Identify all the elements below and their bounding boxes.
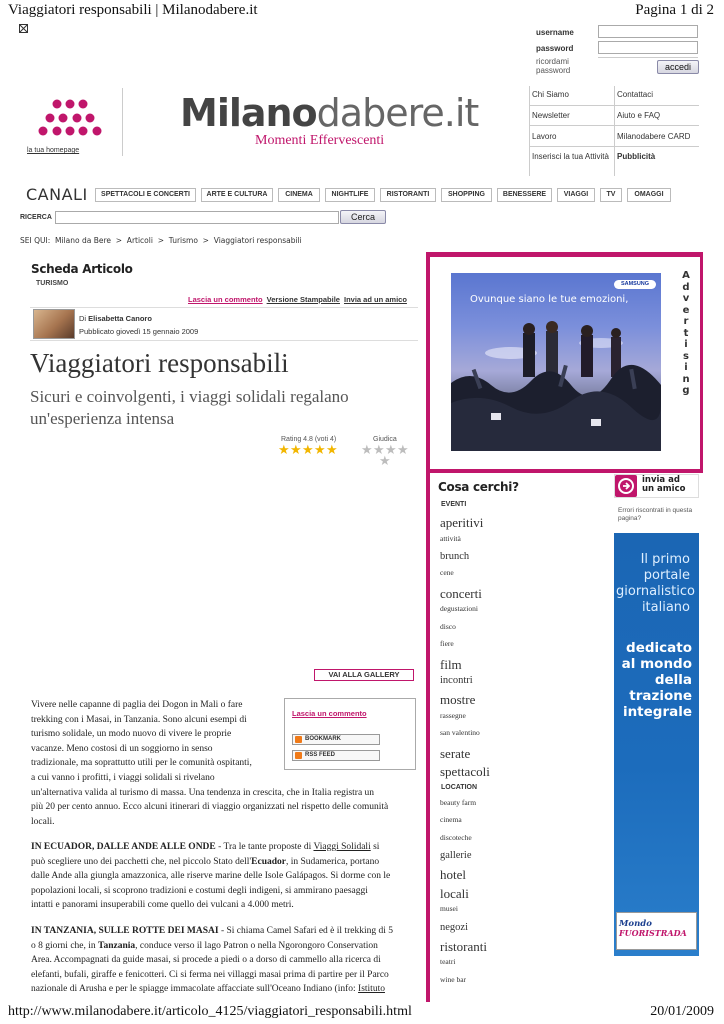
viaggi-solidali-link[interactable]: Viaggi Solidali xyxy=(313,842,371,852)
ad-frame-right xyxy=(700,252,703,472)
ad-side-line1: Il primo portale giornalistico italiano xyxy=(616,552,695,615)
rating-label: Rating 4.8 (voti 4) xyxy=(281,436,337,443)
text-line: dalle Ande alla giungla amazzonica, alle riserve marine delle Isole Galápagos. Si dorme con le xyxy=(31,871,391,882)
rate-star-icon[interactable]: ★ xyxy=(397,442,409,457)
advertising-letter: g xyxy=(682,385,690,396)
send-to-friend-link[interactable]: Invia ad un amico xyxy=(343,295,407,304)
rss-label: RSS FEED xyxy=(305,752,336,758)
canali-omaggi[interactable]: OMAGGI xyxy=(627,188,671,202)
tag-eventi-san-valentino[interactable]: san valentino xyxy=(440,728,480,737)
text-span: si xyxy=(370,842,380,852)
invia-line: un amico xyxy=(642,484,686,494)
text-line: più 20 per cento annuo. Ecco alcuni itinerari di viaggio organizzati nel rispetto delle comunità xyxy=(31,802,389,813)
remember-label: ricordami password xyxy=(536,57,571,75)
author-line xyxy=(79,314,152,323)
top-links-grid xyxy=(529,86,699,176)
canali-cinema[interactable]: CINEMA xyxy=(278,188,320,202)
rating-star-icon: ★ xyxy=(278,442,290,457)
logo-text-bold: Milano xyxy=(180,91,317,135)
site-logo[interactable] xyxy=(180,90,478,136)
tag-eventi-mostre[interactable]: mostre xyxy=(440,692,476,707)
canali-tv[interactable]: TV xyxy=(600,188,622,202)
logo-text-light: dabere.it xyxy=(316,91,479,135)
text-line: intatti e panorami insuperabili come quello dei vulcani a 4.000 metri. xyxy=(31,900,294,911)
ecuador-heading: IN ECUADOR, DALLE ANDE ALLE ONDE xyxy=(31,842,216,852)
text-line: tradizionale, ma soprattutto utili per le comunità ospitanti, xyxy=(31,758,252,769)
text-line: un'alternativa valida al turismo di massa. Una tendenza in crescita, che in Italia registra un xyxy=(31,787,375,798)
text-line: a cui vanno i profitti, i viaggi solidali si rivelano xyxy=(31,772,215,783)
broken-image-icon xyxy=(19,24,28,33)
rate-star-icon[interactable]: ★ xyxy=(361,442,373,457)
send-arrow-icon xyxy=(615,475,637,497)
bookmark-button[interactable] xyxy=(292,734,380,745)
article-subtitle: Sicuri e coinvolgenti, i viaggi solidali regalano un'esperienza intensa xyxy=(30,387,349,428)
leave-comment-link[interactable]: Lascia un commento xyxy=(188,295,263,304)
bookmark-icon xyxy=(295,736,302,743)
tag-eventi-fiere[interactable]: fiere xyxy=(440,639,454,648)
top-link-chi-siamo[interactable]: Chi Siamo xyxy=(529,86,614,106)
advertising-letter: n xyxy=(682,373,690,385)
tag-eventi-spettacoli[interactable]: spettacoli xyxy=(440,764,490,779)
printable-version-link[interactable]: Versione Stampabile xyxy=(266,295,340,304)
tag-location-musei[interactable]: musei xyxy=(440,904,458,913)
search-input[interactable] xyxy=(55,211,339,224)
home-link[interactable]: la tua homepage xyxy=(27,147,80,154)
top-link-aiuto-faq[interactable]: Aiuto e FAQ xyxy=(614,106,699,126)
top-link-newsletter[interactable]: Newsletter xyxy=(529,106,614,126)
ad-tagline: Ovunque siano le tue emozioni, xyxy=(470,294,629,305)
text-span: , conduce verso il lago Patron o nella Ngorongoro Conservation xyxy=(135,940,378,951)
advertising-letter: r xyxy=(683,316,689,327)
top-link-pubblicita[interactable]: Pubblicità xyxy=(614,147,699,176)
canali-ristoranti[interactable]: RISTORANTI xyxy=(380,188,436,202)
bookmark-label: BOOKMARK xyxy=(305,736,341,742)
location-heading: LOCATION xyxy=(441,783,478,791)
tag-eventi-cene[interactable]: cene xyxy=(440,568,454,577)
rss-icon xyxy=(295,752,302,759)
tag-location-cinema[interactable]: cinema xyxy=(440,815,462,824)
author-name[interactable]: Elisabetta Canoro xyxy=(88,314,152,323)
errors-report-link[interactable]: Errori riscontrati in questa pagina? xyxy=(618,507,693,522)
comment-box-link[interactable]: Lascia un commento xyxy=(292,709,367,718)
ecuador-paragraph xyxy=(31,840,390,913)
tag-location-ristoranti[interactable]: ristoranti xyxy=(440,938,487,954)
top-link-inserisci-attivita[interactable]: Inserisci la tua Attività xyxy=(529,147,614,176)
username-label: username xyxy=(536,28,574,37)
canali-nightlife[interactable]: NIGHTLIFE xyxy=(325,188,375,202)
advertising-letter: s xyxy=(683,350,689,362)
text-line: vacanze. Meno costosi di un soggiorno in senso xyxy=(31,743,213,754)
cosa-cerchi-title: Cosa cerchi? xyxy=(438,480,519,494)
rating-star-icon: ★ xyxy=(290,442,302,457)
tag-eventi-attività[interactable]: attività xyxy=(440,533,461,543)
text-span: può scegliere uno dei pacchetti che, nel piccolo Stato dell' xyxy=(31,856,252,867)
tag-location-teatri[interactable]: teatri xyxy=(440,957,456,966)
print-title: Viaggiatori responsabili | Milanodabere.it xyxy=(8,2,258,18)
logo-line: Mondo xyxy=(619,919,652,929)
ad-frame-left xyxy=(426,252,430,1002)
logo-divider xyxy=(122,88,123,156)
text-line: locali. xyxy=(31,816,55,827)
advertising-letter: e xyxy=(682,304,690,316)
text-line: popolazioni locali, si scoprono tradizioni e costumi degli indigeni, si ammirano paesaggi xyxy=(31,885,368,896)
text-line: turismo solidale, un modo nuovo di vivere le proprie xyxy=(31,729,232,740)
canali-benessere[interactable]: BENESSERE xyxy=(497,188,552,202)
rating-star-icon: ★ xyxy=(314,442,326,457)
publish-date: Pubblicato giovedì 15 gennaio 2009 xyxy=(79,327,199,336)
breadcrumb[interactable]: SEI QUI: Milano da Bere > Articoli > Turismo > Viaggiatori responsabili xyxy=(20,236,302,245)
author-avatar xyxy=(33,309,75,339)
tag-location-beauty-farm[interactable]: beauty farm xyxy=(440,797,477,807)
search-button[interactable]: Cerca xyxy=(340,210,386,224)
text-span: - Tra le tante proposte di xyxy=(215,842,314,852)
print-date: 20/01/2009 xyxy=(650,1004,714,1019)
tag-location-hotel[interactable]: hotel xyxy=(440,867,466,882)
article-title: Viaggiatori responsabili xyxy=(30,348,289,378)
top-link-contattaci[interactable]: Contattaci xyxy=(614,86,699,106)
canali-shopping[interactable]: SHOPPING xyxy=(441,188,492,202)
invia-line: invia ad xyxy=(642,475,680,485)
article-category: TURISMO xyxy=(36,280,69,287)
username-input[interactable] xyxy=(598,25,698,38)
tag-eventi-brunch[interactable]: brunch xyxy=(440,551,470,562)
text-line: trekking con i Masai, in Tanzania. Sono alcuni esempi di xyxy=(31,714,247,725)
top-link-card[interactable]: Milanodabere CARD xyxy=(614,126,699,147)
ad-frame-top xyxy=(426,252,702,257)
rss-feed-button[interactable] xyxy=(292,750,380,761)
tag-eventi-degustazioni[interactable]: degustazioni xyxy=(440,604,478,613)
rate-star-icon[interactable]: ★ xyxy=(373,442,385,457)
text-line: Vivere nelle capanne di paglia dei Dogon in Mali o fare xyxy=(31,700,243,710)
text-span: , in Sudamerica, portano xyxy=(285,856,380,867)
rate-star-icon[interactable]: ★ xyxy=(385,442,397,457)
ad-side-line2: dedicato al mondo della trazione integrale xyxy=(621,640,692,720)
advertising-letter: i xyxy=(684,362,688,373)
rating-star-icon: ★ xyxy=(302,442,314,457)
eventi-heading: EVENTI xyxy=(441,501,467,508)
tag-location-wine-bar[interactable]: wine bar xyxy=(440,974,467,984)
top-link-lavoro[interactable]: Lavoro xyxy=(529,126,614,147)
tag-location-discoteche[interactable]: discoteche xyxy=(440,832,472,842)
text-bold: Ecuador xyxy=(251,856,286,867)
print-page-number: Pagina 1 di 2 xyxy=(635,2,714,18)
password-label: password xyxy=(536,44,574,53)
tag-eventi-concerti[interactable]: concerti xyxy=(440,585,482,601)
search-label: RICERCA xyxy=(20,214,52,221)
tag-location-locali[interactable]: locali xyxy=(440,885,469,901)
canali-label: CANALI xyxy=(26,185,88,204)
login-divider xyxy=(598,57,698,58)
tag-eventi-film[interactable]: film xyxy=(440,656,462,672)
text-span: nazionale di Arusha e per le spiagge immacolate affacciate sull'Oceano Indiano (info: xyxy=(31,984,359,995)
print-url: http://www.milanodabere.it/articolo_4125/viaggiatori_responsabili.html xyxy=(8,1004,412,1019)
rating-star-icon: ★ xyxy=(326,442,338,457)
tag-location-gallerie[interactable]: gallerie xyxy=(440,850,472,861)
canali-spettacoli-concerti[interactable]: SPETTACOLI E CONCERTI xyxy=(95,188,196,202)
text-span: - Si chiama Camel Safari ed è il trekking di 5 xyxy=(218,926,393,936)
logo-dots-icon[interactable] xyxy=(37,98,105,138)
mondo-fuoristrada-logo-text xyxy=(619,920,687,938)
send-to-friend-text xyxy=(642,476,685,494)
tanzania-heading: IN TANZANIA, SULLE ROTTE DEI MASAI xyxy=(31,926,219,936)
canali-arte-cultura[interactable]: ARTE E CULTURA xyxy=(201,188,273,202)
author-prefix: Di xyxy=(79,314,89,323)
advertising-letter: d xyxy=(682,281,690,293)
tag-eventi-rassegne[interactable]: rassegne xyxy=(440,710,466,720)
tag-location-negozi[interactable]: negozi xyxy=(440,921,468,933)
samsung-logo: SAMSUNG xyxy=(614,280,656,289)
logo-line: FUORISTRADA xyxy=(619,928,687,938)
advertising-letter: t xyxy=(683,327,689,339)
text-line: elefanti, bufali, giraffe e fenicotteri. Ci si ferma nei villaggi masai prima di partire per il Parco xyxy=(31,969,389,980)
tag-eventi-incontri[interactable]: incontri xyxy=(440,675,473,686)
advertising-label xyxy=(680,270,692,397)
ad-frame-bottom xyxy=(426,469,703,473)
text-line: Area. Accompagnati da guide masai, si procede a piedi o a dorso di cammello alla ricerca di xyxy=(31,955,381,966)
tag-eventi-aperitivi[interactable]: aperitivi xyxy=(440,515,484,530)
tag-eventi-serate[interactable]: serate xyxy=(440,745,471,761)
advertising-letter: v xyxy=(682,293,690,304)
logo-tagline: Momenti Effervescenti xyxy=(255,133,385,148)
advertising-letter: A xyxy=(682,270,690,281)
canali-viaggi[interactable]: VIAGGI xyxy=(557,188,595,202)
text-bold: Tanzania xyxy=(98,940,136,951)
text-span: o 8 giorni che, in xyxy=(31,940,99,951)
rate-label: Giudica xyxy=(373,436,397,443)
article-actions xyxy=(188,295,411,304)
rate-star-icon[interactable]: ★ xyxy=(379,453,391,468)
tag-eventi-disco[interactable]: disco xyxy=(440,621,456,631)
login-button[interactable]: accedi xyxy=(657,60,699,74)
advertising-letter: i xyxy=(684,339,688,350)
section-title: Scheda Articolo xyxy=(31,262,133,276)
tanzania-paragraph xyxy=(31,924,393,997)
istituto-link[interactable]: Istituto xyxy=(358,984,385,995)
gallery-button[interactable]: VAI ALLA GALLERY xyxy=(314,669,414,681)
password-input[interactable] xyxy=(598,41,698,54)
